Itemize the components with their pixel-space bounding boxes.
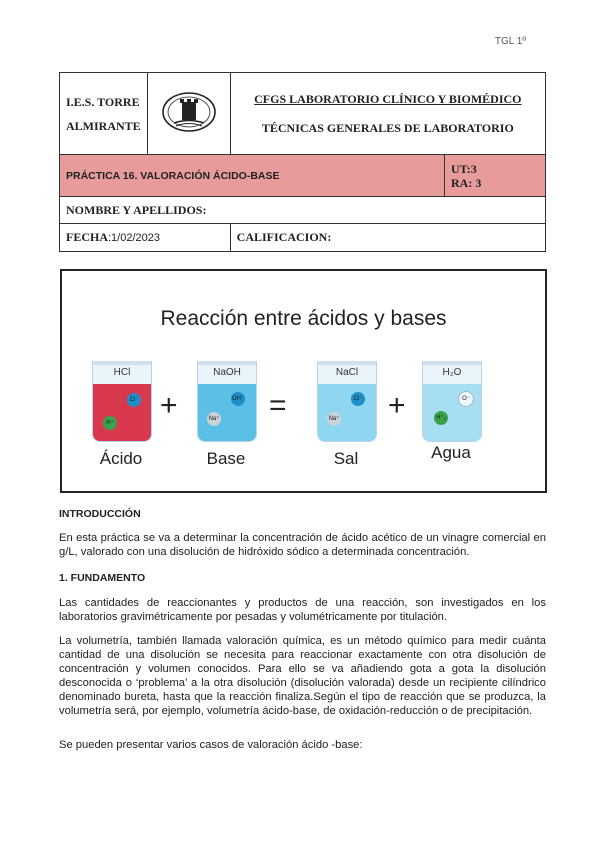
acid-beaker [92, 361, 152, 442]
sodium-ion: Na⁺ [207, 412, 221, 426]
acid-formula: HCl [113, 367, 131, 378]
school-name [60, 73, 148, 155]
figure-title: Reacción entre ácidos y bases [160, 307, 447, 330]
school-name-line2: ALMIRANTE [66, 118, 141, 133]
date-value: :1/02/2023 [108, 232, 160, 244]
water-formula: H₂O [442, 367, 462, 378]
fundamento-paragraph-1: Las cantidades de reaccionantes y productos de una reacción, son investigados en los laboratorios gravimétricamente por pesadas y volumétricamente por titulación. [59, 597, 546, 623]
base-beaker [197, 361, 257, 442]
salt-caption: Sal [333, 449, 359, 468]
fundamento-paragraph-2: La volumetría, también llamada valoración química, es un método químico para medir cuánta cantidad de una disolución se necesita para reaccionar exactamente con otra disolución de concentración y volumen conocidos. Para ello se va añadiendo gota a gota la disolución desconocida o ‘problema’ a la otra disolución (disolución valorada) desde un recipiente cilíndrico denominado bureta, hasta que la reacción finaliza.Según el tipo de reacción que se produzca, la volumetría será, por ejemplo, volumetría ácido-base, de oxidación-reducción o de precipitación. [59, 635, 546, 717]
ut-value: UT:3 [451, 161, 477, 176]
hydrogen-ion: H⁺ [103, 416, 117, 430]
chloride-ion: Cl⁻ [127, 393, 141, 407]
equals-sign: = [269, 389, 287, 422]
hydroxide-ion: OH⁻ [231, 392, 245, 406]
intro-paragraph: En esta práctica se va a determinar la concentración de ácido acético de un vinagre comercial en g/L, valorado con una disolución de hidróxido sódico a determinada concentración. [59, 532, 546, 558]
hydrogen-ion: H⁺₂ [434, 411, 448, 425]
base-caption: Base [206, 449, 246, 468]
ut-ra-cell [445, 155, 546, 197]
salt-beaker [317, 361, 377, 442]
school-logo [147, 73, 230, 155]
grade-field: CALIFICACION: [230, 224, 545, 252]
acid-caption: Ácido [99, 449, 143, 468]
chloride-ion: Cl⁻ [351, 392, 365, 406]
base-formula: NaOH [213, 367, 241, 378]
date-label: FECHA [66, 230, 108, 244]
sodium-ion: Na⁺ [327, 412, 341, 426]
course-tag: TGL 1º [494, 36, 526, 47]
acid-base-figure [60, 269, 547, 493]
name-field: NOMBRE Y APELLIDOS: [60, 197, 546, 224]
salt-formula: NaCl [335, 367, 359, 378]
water-beaker [422, 361, 482, 442]
school-name-line1: I.E.S. TORRE [66, 94, 140, 109]
date-field [60, 224, 231, 252]
module-title: TÉCNICAS GENERALES DE LABORATORIO [261, 120, 514, 135]
header-table [59, 72, 546, 252]
practice-title: PRÁCTICA 16. VALORACIÓN ÁCIDO-BASE [60, 155, 445, 197]
plus-sign: + [388, 389, 406, 422]
plus-sign: + [160, 389, 178, 422]
tower-logo-icon [160, 90, 218, 134]
intro-heading: INTRODUCCIÓN [59, 508, 141, 520]
oxygen-ion: O⁻ [458, 391, 474, 407]
fundamento-heading: 1. FUNDAMENTO [59, 572, 146, 584]
water-caption: Agua [431, 443, 471, 462]
fundamento-paragraph-3: Se pueden presentar varios casos de valoración ácido -base: [59, 739, 363, 751]
ra-value: RA: 3 [451, 175, 482, 190]
program-title [230, 73, 545, 155]
cfgs-title: CFGS LABORATORIO CLÍNICO Y BIOMÉDICO [254, 91, 522, 106]
